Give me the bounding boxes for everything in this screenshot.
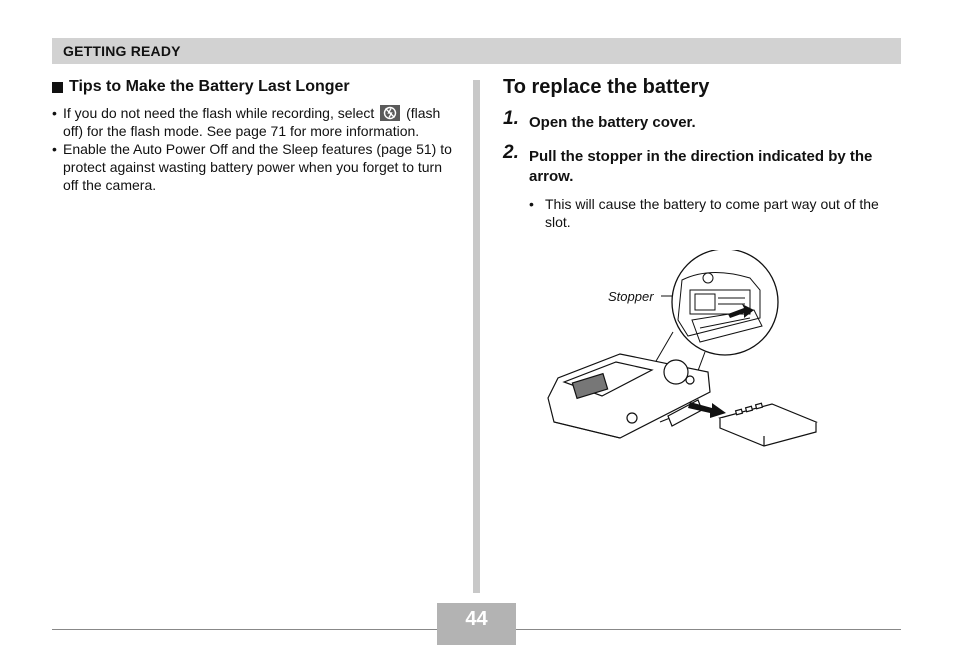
- step-1: [503, 108, 903, 133]
- section-header-bar: [52, 38, 901, 64]
- battery-replacement-illustration: [540, 250, 825, 450]
- tips-heading: [52, 78, 452, 96]
- step-text: Open the battery cover.: [529, 114, 696, 131]
- tips-heading-text: Tips to Make the Battery Last Longer: [69, 78, 350, 95]
- tip-text-before-icon: If you do not need the flash while recording, select: [63, 105, 375, 121]
- column-divider: [473, 80, 480, 593]
- step-2: [503, 142, 903, 187]
- square-bullet-icon: [52, 82, 63, 93]
- tip-text-after-icon: (flash off) for the flash mode. See page 71 for more information.: [63, 105, 441, 139]
- page-title: To replace the battery: [503, 76, 710, 98]
- tips-list: [52, 104, 452, 194]
- page-number: 44: [465, 608, 488, 630]
- section-title: GETTING READY: [63, 43, 181, 59]
- step-note: • This will cause the battery to come part way out of the slot.: [529, 195, 885, 231]
- step-text: Pull the stopper in the direction indicated by the arrow.: [529, 148, 873, 185]
- flash-off-icon: [380, 105, 400, 121]
- list-item: • Enable the Auto Power Off and the Sleep features (page 51) to protect against wasting battery power when you forget to turn off the camera.: [52, 140, 452, 194]
- right-column: [503, 76, 903, 231]
- stopper-caption: Stopper: [608, 289, 654, 304]
- step-number: 2.: [503, 142, 519, 163]
- step-number: 1.: [503, 108, 519, 129]
- list-item: [52, 104, 452, 140]
- left-column: [52, 78, 452, 194]
- page-number-box: [437, 603, 516, 645]
